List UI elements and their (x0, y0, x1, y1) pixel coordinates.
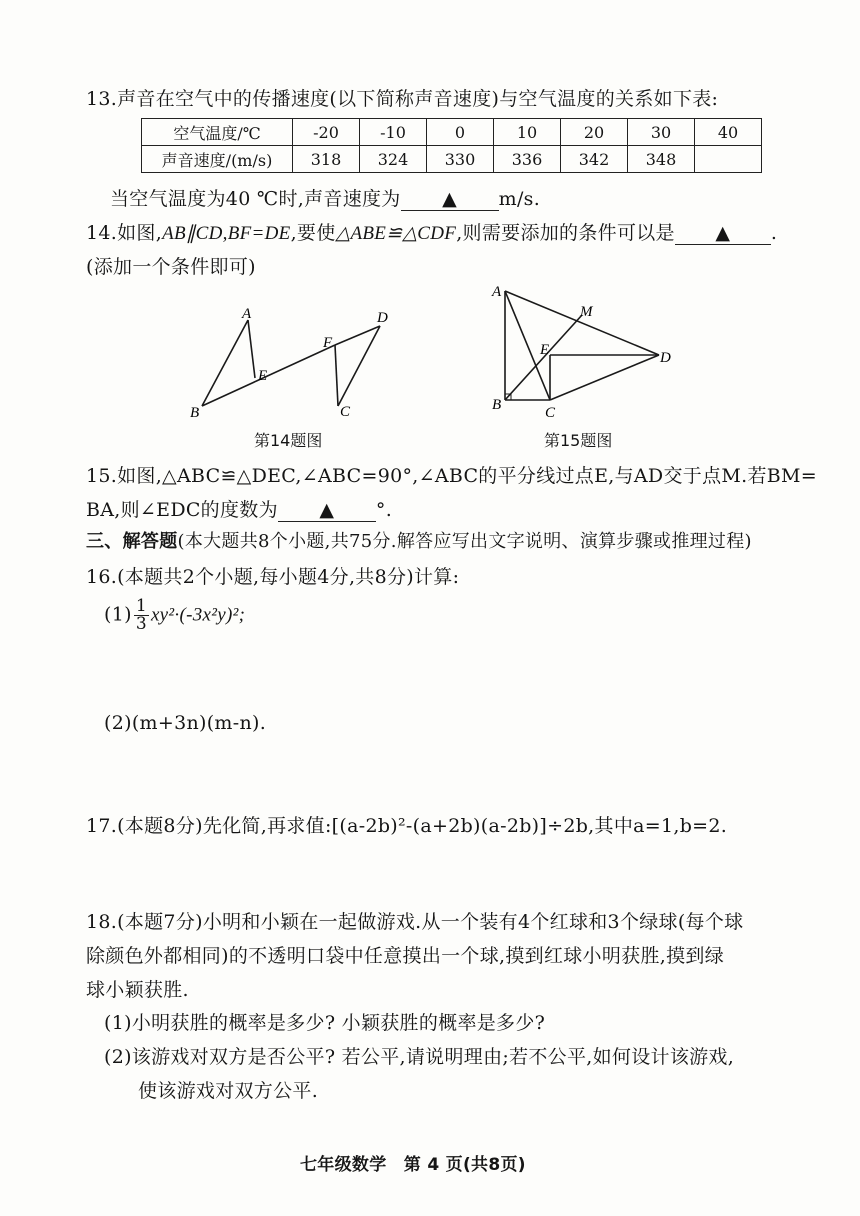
segment-fc (335, 345, 338, 406)
point-label-d: D (377, 310, 388, 326)
table-row-speed (142, 146, 762, 173)
q14-tail: ,则需要添加的条件可以是 (456, 222, 675, 244)
point-label-a: A (492, 284, 502, 300)
point-label-b: B (492, 397, 502, 413)
q16-part2: (2)(m+3n)(m-n). (104, 712, 267, 734)
blank-mark: ▲ (319, 499, 335, 521)
figure-15-caption: 第15题图 (544, 431, 613, 450)
table-cell: 324 (360, 146, 427, 173)
table-cell: 40 (695, 119, 762, 146)
figure-14 (180, 300, 410, 430)
q13-stem: 13.声音在空气中的传播速度(以下简称声音速度)与空气温度的关系如下表: (86, 88, 719, 110)
point-label-c: C (340, 404, 351, 420)
q14-end: . (770, 222, 778, 244)
q13-answer-prefix: 当空气温度为40 ℃时,声音速度为 (110, 188, 401, 210)
section-3-desc: (本大题共8个小题,共75分.解答应写出文字说明、演算步骤或推理过程) (177, 531, 752, 552)
q14-congruence: △ABE≌△CDF (335, 223, 457, 244)
q15-prefix: BA,则∠EDC的度数为 (86, 499, 278, 521)
table-cell: -20 (293, 119, 360, 146)
q18-sub2-line2: 使该游戏对双方公平. (138, 1080, 319, 1102)
figure-14-caption: 第14题图 (254, 431, 323, 450)
q15-line1: 15.如图,△ABC≌△DEC,∠ABC=90°,∠ABC的平分线过点E,与AD交于点M.若BM= (86, 465, 817, 487)
table-cell: 330 (427, 146, 494, 173)
segment-cd (550, 355, 659, 400)
table-cell: 10 (494, 119, 561, 146)
q14-stem (86, 218, 777, 245)
figure-15 (485, 278, 685, 428)
table-cell: 318 (293, 146, 360, 173)
segment-ba (202, 320, 248, 406)
q18-line3: 球小颖获胜. (86, 979, 189, 1001)
segment-bf (202, 345, 335, 406)
fraction-numerator: 1 (135, 596, 147, 616)
q14-note: (添加一个条件即可) (86, 256, 256, 278)
q17-text: 17.(本题8分)先化简,再求值:[(a-2b)²-(a+2b)(a-2b)]÷2b,其中a=1,b=2. (86, 815, 728, 837)
q18-sub2-line1: (2)该游戏对双方是否公平? 若公平,请说明理由;若不公平,如何设计该游戏, (104, 1046, 735, 1068)
q16-p1-expression: xy²·(-3x²y)²; (150, 604, 246, 626)
blank-mark: ▲ (442, 188, 458, 210)
table-cell: 342 (561, 146, 628, 173)
point-label-a: A (242, 306, 252, 322)
table-cell-empty (695, 146, 762, 173)
q15-suffix: °. (375, 499, 393, 521)
table-cell: 30 (628, 119, 695, 146)
table-row-temperature (142, 119, 762, 146)
table-cell: 0 (427, 119, 494, 146)
q13-answer-suffix: m/s. (498, 188, 541, 210)
table-cell: 336 (494, 146, 561, 173)
q13-answer-line (110, 184, 540, 211)
section-3-title: 三、解答题 (86, 531, 178, 552)
q14-mid: ,要使 (290, 222, 336, 244)
point-label-c: C (545, 405, 556, 421)
point-label-d: D (660, 350, 671, 366)
page-footer: 七年级数学 第 4 页(共8页) (300, 1155, 526, 1175)
blank-mark: ▲ (715, 222, 731, 244)
segment-ae (248, 320, 255, 378)
q14-answer-blank[interactable] (675, 222, 771, 245)
fraction-one-third (134, 598, 149, 633)
sound-speed-table (141, 118, 762, 173)
point-label-f: F (323, 335, 333, 351)
table-header-temperature: 空气温度/℃ (142, 119, 293, 146)
point-label-e: E (258, 368, 268, 384)
q14-prefix: 14.如图, (86, 222, 163, 244)
q14-condition: AB∥CD,BF=DE (162, 223, 291, 244)
q15-answer-blank[interactable] (278, 499, 376, 522)
q16-p1-label: (1) (104, 603, 132, 626)
q16-stem: 16.(本题共2个小题,每小题4分,共8分)计算: (86, 566, 460, 588)
point-label-e: E (540, 342, 550, 358)
fraction-denominator: 3 (135, 614, 147, 634)
q18-line1: 18.(本题7分)小明和小颖在一起做游戏.从一个装有4个红球和3个绿球(每个球 (86, 911, 744, 933)
table-cell: 20 (561, 119, 628, 146)
segment-fd (335, 326, 380, 345)
table-header-speed: 声音速度/(m/s) (142, 146, 293, 173)
table-cell: 348 (628, 146, 695, 173)
section-3-heading (86, 527, 752, 553)
point-label-m: M (580, 304, 593, 320)
segment-cd (338, 326, 380, 406)
table-cell: -10 (360, 119, 427, 146)
q13-answer-blank[interactable] (401, 188, 499, 211)
q15-line2 (86, 495, 392, 522)
point-label-b: B (190, 405, 200, 421)
q18-line2: 除颜色外都相同)的不透明口袋中任意摸出一个球,摸到红球小明获胜,摸到绿 (86, 945, 724, 967)
q16-part1 (104, 598, 245, 633)
q18-sub1: (1)小明获胜的概率是多少? 小颖获胜的概率是多少? (104, 1012, 546, 1034)
